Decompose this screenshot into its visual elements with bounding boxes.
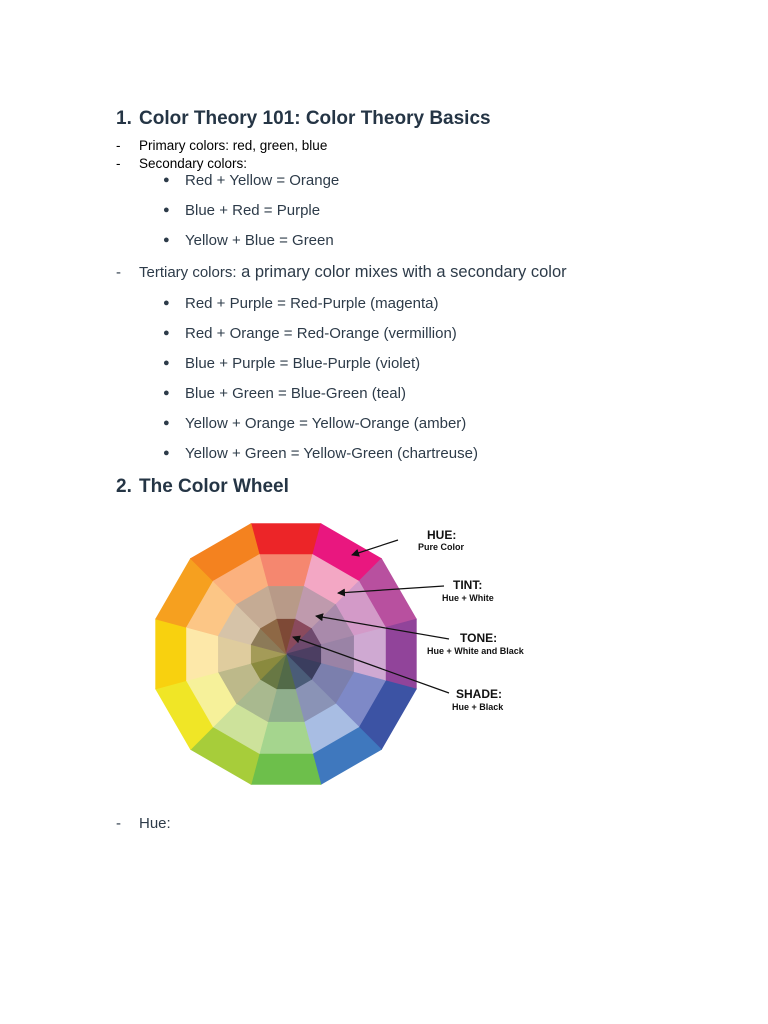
- hue-text: Hue:: [139, 815, 171, 832]
- list-item-text: Red + Orange = Red-Orange (vermillion): [185, 325, 457, 342]
- tint-segment: [354, 627, 386, 680]
- bullet-marker: ●: [163, 387, 170, 399]
- primary-colors-line: [116, 138, 327, 153]
- list-item: [163, 172, 339, 189]
- hue-segment: [385, 619, 416, 689]
- section-2-heading: [116, 476, 289, 498]
- secondary-colors-line: [116, 156, 247, 171]
- hue-segment: [251, 524, 321, 555]
- bullet-marker: ●: [163, 297, 170, 309]
- list-item: [163, 415, 466, 432]
- primary-colors-text: Primary colors: red, green, blue: [139, 138, 328, 153]
- hue-label: HUE:: [427, 528, 457, 542]
- tone-description: Hue + White and Black: [427, 646, 524, 656]
- list-item: [163, 295, 438, 312]
- list-item-text: Blue + Green = Blue-Green (teal): [185, 385, 406, 402]
- tertiary-colors-line: [116, 263, 567, 282]
- bullet-marker: ●: [163, 357, 170, 369]
- dash-marker: -: [116, 156, 121, 171]
- bullet-marker: ●: [163, 327, 170, 339]
- tint-label: TINT:: [453, 578, 483, 592]
- bullet-marker: ●: [163, 174, 170, 186]
- list-item-text: Yellow + Green = Yellow-Green (chartreuse): [185, 445, 478, 462]
- list-item: [163, 355, 420, 372]
- hue-description: Pure Color: [418, 542, 465, 552]
- list-item-text: Yellow + Orange = Yellow-Orange (amber): [185, 415, 467, 432]
- section-1-number: 1.: [116, 108, 132, 129]
- list-item-text: Red + Purple = Red-Purple (magenta): [185, 295, 439, 312]
- list-item: [163, 325, 457, 342]
- list-item-text: Red + Yellow = Orange: [185, 172, 340, 189]
- tone-label: TONE:: [460, 631, 498, 645]
- list-item: [163, 202, 320, 219]
- hue-line: [116, 815, 171, 832]
- section-2-number: 2.: [116, 476, 132, 497]
- color-wheel: [156, 524, 417, 785]
- dash-marker: -: [116, 264, 121, 281]
- dash-marker: -: [116, 138, 121, 153]
- bullet-marker: ●: [163, 447, 170, 459]
- tint-description: Hue + White: [442, 593, 494, 603]
- section-1-heading: [116, 108, 491, 130]
- dash-marker: -: [116, 815, 121, 832]
- tertiary-colors-text: a primary color mixes with a secondary color: [236, 263, 567, 281]
- color-wheel-figure: [140, 518, 560, 790]
- list-item-text: Yellow + Blue = Green: [185, 232, 334, 249]
- tint-segment: [259, 722, 312, 754]
- secondary-colors-text: Secondary colors:: [139, 156, 248, 171]
- bullet-marker: ●: [163, 204, 170, 216]
- list-item-text: Blue + Red = Purple: [185, 202, 321, 219]
- section-2-title: The Color Wheel: [139, 476, 289, 497]
- hue-segment: [156, 619, 187, 689]
- shade-label: SHADE:: [456, 687, 503, 701]
- bullet-marker: ●: [163, 417, 170, 429]
- list-item: [163, 445, 478, 462]
- section-1-title: Color Theory 101: Color Theory Basics: [139, 108, 491, 129]
- tint-segment: [259, 555, 312, 587]
- shade-description: Hue + Black: [452, 702, 504, 712]
- hue-segment: [251, 753, 321, 784]
- list-item-text: Blue + Purple = Blue-Purple (violet): [185, 355, 421, 372]
- tint-segment: [187, 627, 219, 680]
- list-item: [163, 232, 334, 249]
- tertiary-colors-label: Tertiary colors:: [139, 264, 237, 281]
- list-item: [163, 385, 406, 402]
- bullet-marker: ●: [163, 234, 170, 246]
